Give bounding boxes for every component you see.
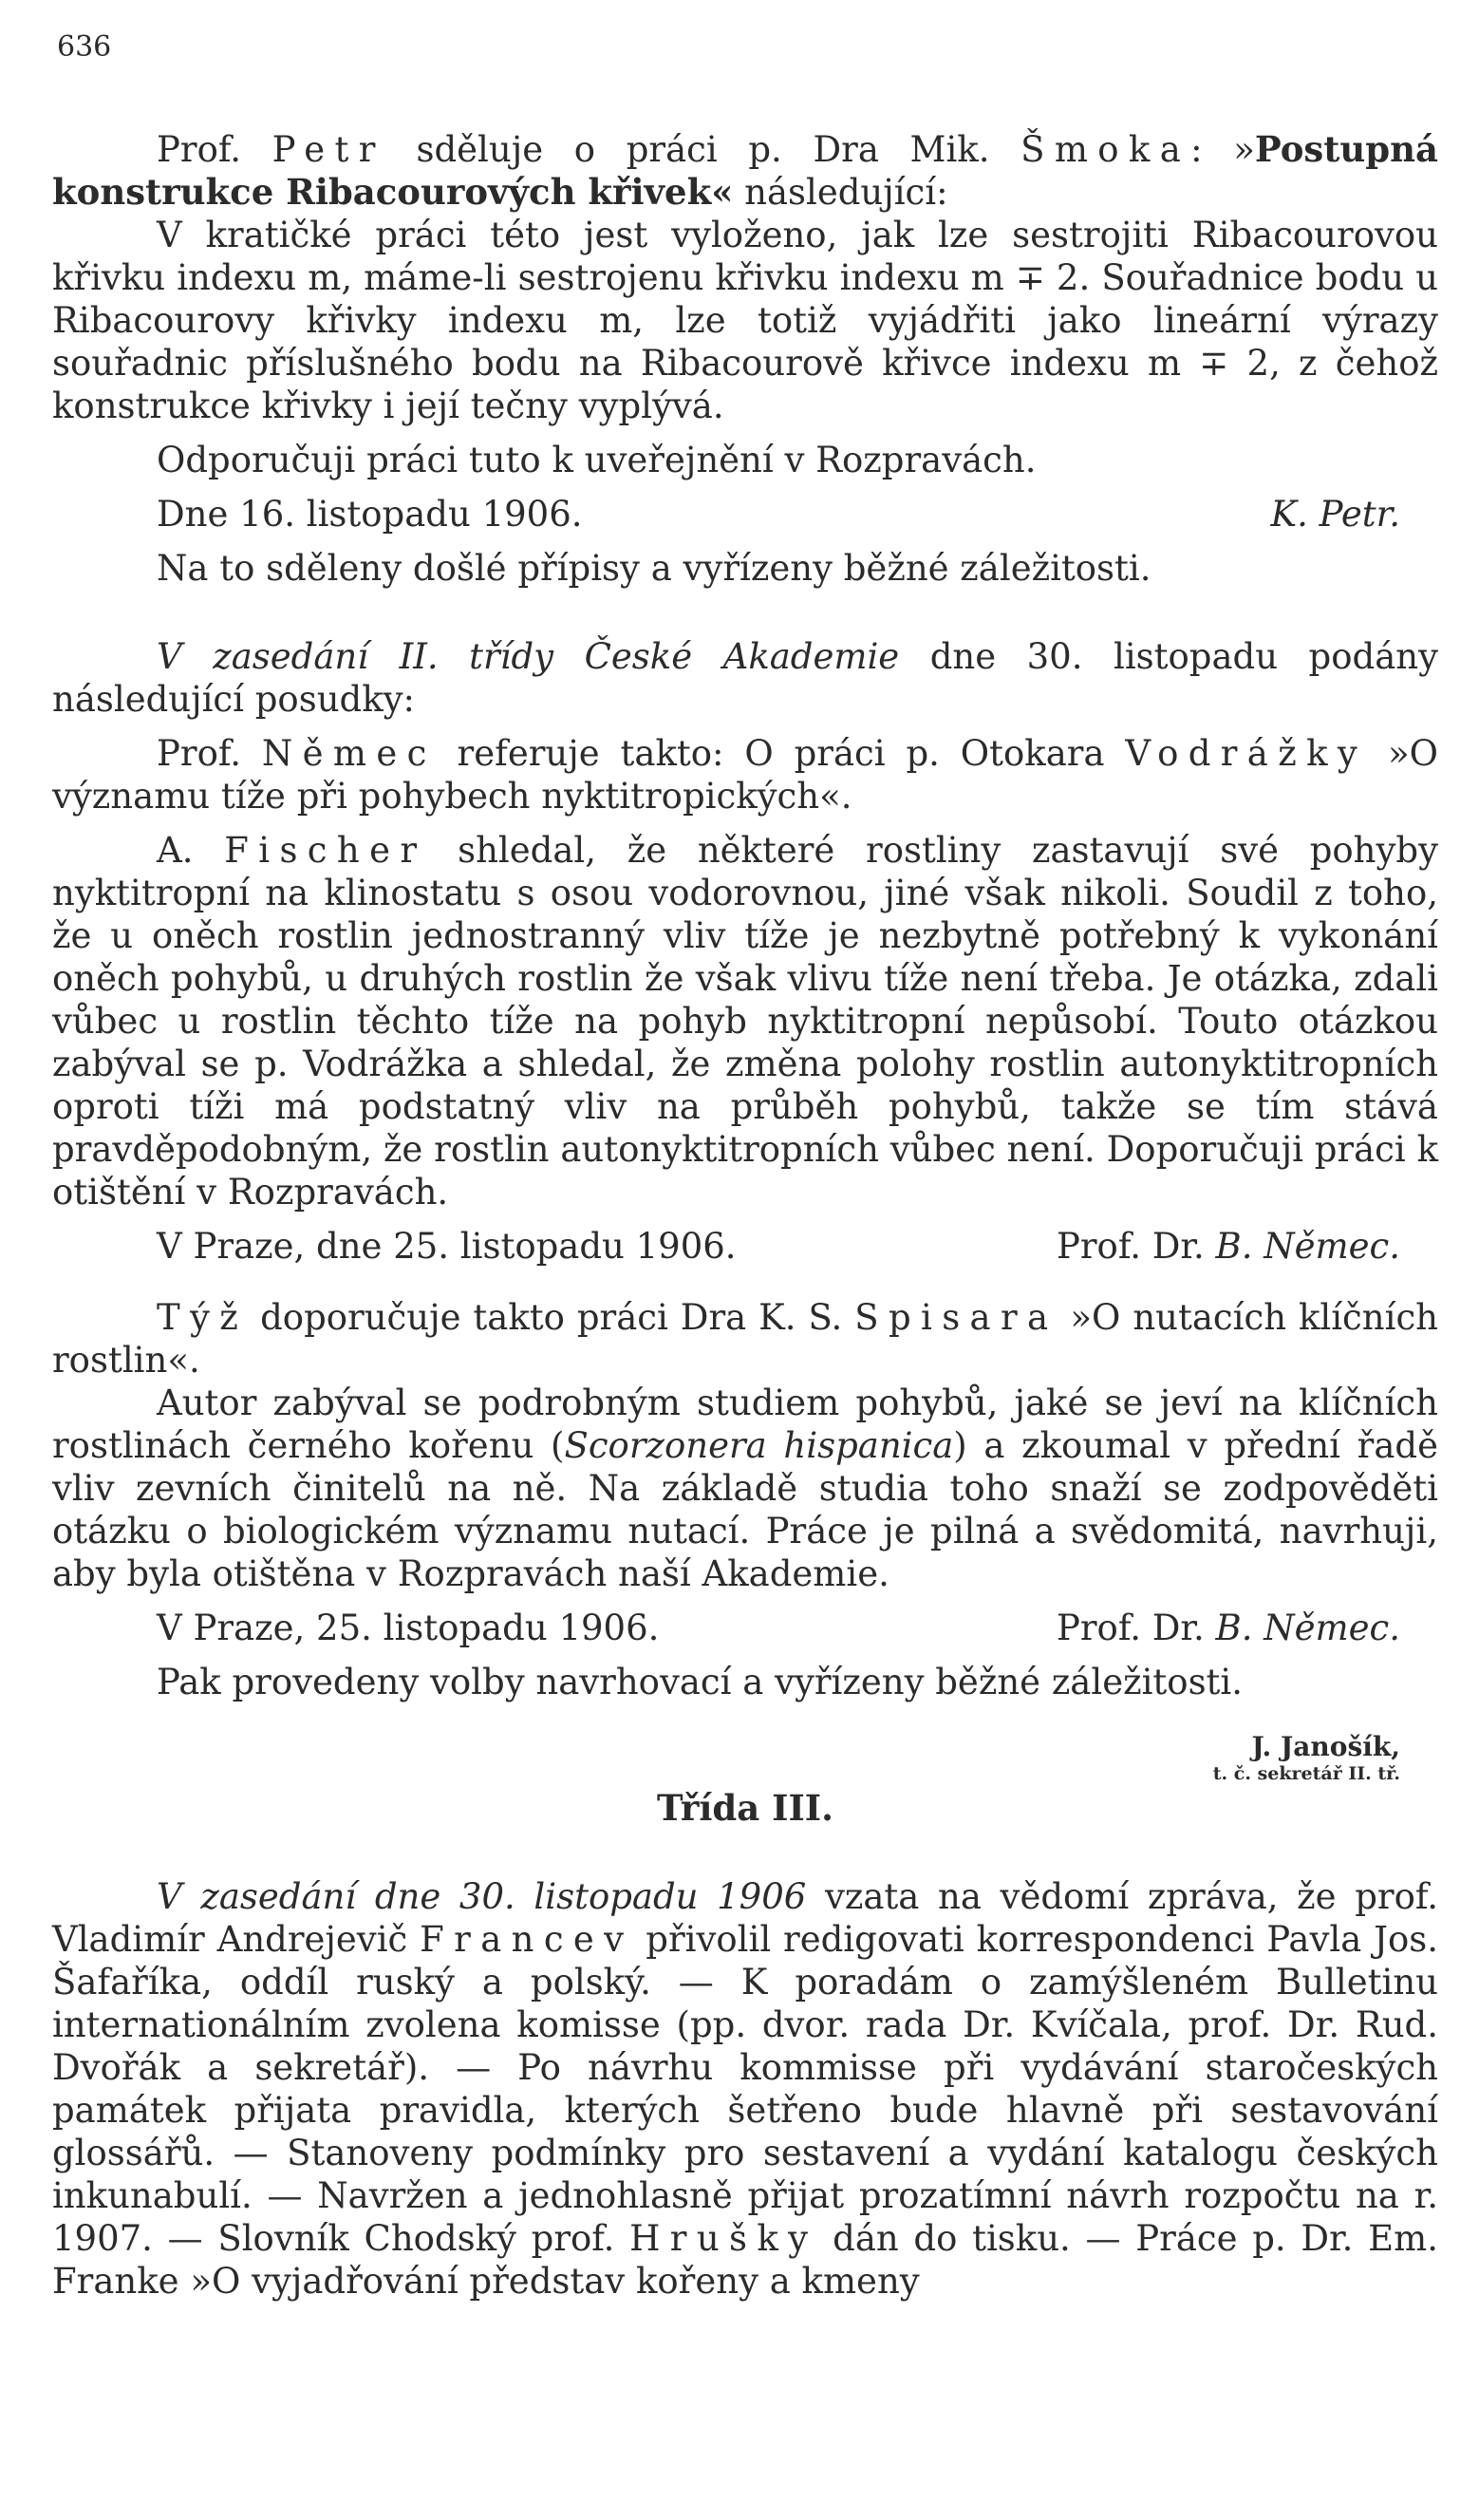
text: B. Němec. [1215,1608,1400,1648]
signature-name [1057,1607,1400,1649]
spaced-name: Týž [157,1297,249,1338]
paragraph-author [52,1382,1438,1595]
paragraph-class-iii [52,1875,1438,2303]
paragraph-summary: V kratičké práci této jest vyloženo, jak lze sestrojiti Ribacourovou křivku indexu m, máme-li sestrojenu křivku indexu m ∓ 2. Souřadnice bodu u Ribacourovy křivky indexu m, lze totiž vyjádřiti jako lineární výrazy souřadnic příslušného bodu na Ribacourově křivce indexu m ∓ 2, z čehož konstrukce křivky i její tečny vyplývá. [52,215,1438,426]
text: Autor zabýval se podrobným studiem pohybů, jaké se jeví na klíčních rostlinách černého kořenu ( [52,1382,1438,1466]
spaced-name: Francev [420,1919,634,1960]
work-title: »O významu tíže při pohybech nyktitropických«. [52,733,1438,817]
spaced-name: Šmoka [1020,129,1191,170]
paragraph-petr-report [52,128,1438,214]
work-title: »O nutacích klíčních rostlin«. [52,1297,1438,1381]
signature-name: K. Petr. [1270,494,1400,535]
text: : » [1190,129,1255,170]
spaced-name: Spisara [854,1297,1058,1338]
text: Prof. [157,733,262,774]
paragraph-tyz [52,1296,1438,1382]
page-number: 636 [57,30,112,64]
secretary-name: J. Janošík, [1251,1731,1400,1762]
secretary-title: t. č. sekretář II. tř. [1212,1763,1400,1784]
session-heading: V zasedání II. třídy České Akademie [157,636,900,677]
spaced-name: Vodrážky [1125,733,1368,774]
signature-line-nemec-1 [52,1225,1438,1268]
signature-line-nemec-2 [52,1607,1438,1649]
signature-date: V Praze, 25. listopadu 1906. [157,1608,660,1648]
text: následující: [733,172,948,213]
section-heading-class-iii: Třída III. [657,1787,833,1829]
signature-line-petr [52,493,1438,536]
session-heading: V zasedání dne 30. listopadu 1906 [157,1876,807,1917]
spaced-name: Fischer [224,830,427,871]
paragraph-elections: Pak provedeny volby navrhovací a vyřízeny běžné záležitosti. [157,1662,1244,1702]
signature-date: Dne 16. listopadu 1906. [157,494,583,535]
text: ) a zkoumal v přední řadě vliv zevních činitelů na ně. Na základě studia toho snaží se zodpověděti otázku o biologickém významu nutací. Práce je pilná a svědomitá, navrhuji, aby byla otištěna v Rozpravách naší Akademie. [52,1425,1438,1594]
signature-name [1057,1225,1400,1268]
text: přivolil redigovati korrespondenci Pavla Jos. Šafaříka, oddíl ruský a polský. — K poradám o zamýšleném Bulletinu internationálním zvolena komisse (pp. dvor. rada Dr. Kvíčala, prof. Dr. Rud. Dvořák a sekretář). — Po návrhu kommisse při vydávání staročeských památek přijata pravidla, kterých šetřeno bude hlavně při sestavování glossářů. — Stanoveny podmínky pro sestavení a vydání katalogu českých inkunabulí. — Navržen a jednohlasně přijat prozatímní návrh rozpočtu na r. 1907. — Slovník Chodský prof. [52,1919,1439,2259]
species-name: Scorzonera hispanica [564,1425,954,1466]
paragraph-class-ii-session [52,635,1438,721]
text: Prof. Dr. [1056,1608,1216,1648]
text: Prof. Dr. [1056,1226,1216,1267]
text: dne 30. listopadu podány následující posudky: [52,636,1438,720]
page-body [52,128,1438,2303]
text: B. Němec. [1215,1226,1400,1267]
paragraph-fischer [52,829,1438,1213]
paragraph-recommendation: Odporučuji práci tuto k uveřejnění v Rozpravách. [157,440,1037,480]
spaced-name: Němec [261,733,437,774]
text: shledal, že některé rostliny zastavují své pohyby nyktitropní na klinostatu s osou vodorovnou, jiné však nikoli. Soudil z toho, že u oněch rostlin jednostranný vliv tíže je nezbytně potřebný k vykonání oněch pohybů, u druhých rostlin že však vlivu tíže není třeba. Je otázka, zdali vůbec u rostlin těchto tíže na pohyb nyktitropní nepůsobí. Touto otázkou zabýval se p. Vodrážka a shledal, že změna polohy rostlin autonyktitropních oproti tíži má podstatný vliv na průběh pohybů, takže se tím stává pravděpodobným, že rostlin autonyktitropních vůbec není. Doporučuji práci k otištění v Rozpravách. [52,830,1438,1213]
text: sděluje o práci p. Dra Mik. [384,129,1021,170]
text: doporučuje takto práci Dra K. S. [248,1297,855,1338]
text: referuje takto: O práci p. Otokara [436,733,1126,774]
spaced-name: Petr [271,129,385,170]
signature-date: V Praze, dne 25. listopadu 1906. [157,1226,737,1267]
work-title: Postupná konstrukce Ribacourových křivek« [52,128,1438,213]
text: Prof. [157,129,272,170]
paragraph-business: Na to sděleny došlé přípisy a vyřízeny běžné záležitosti. [157,548,1151,589]
text: A. [157,830,225,871]
spaced-name: Hrušky [629,2218,818,2259]
paragraph-nemec-intro [52,732,1438,818]
text: vzata na vědomí zpráva, že prof. Vladimír Andrejevič [52,1876,1438,1960]
text: dán do tisku. — Práce p. Dr. Em. Franke »O vyjadřování představ kořeny a kmeny [52,2218,1439,2302]
